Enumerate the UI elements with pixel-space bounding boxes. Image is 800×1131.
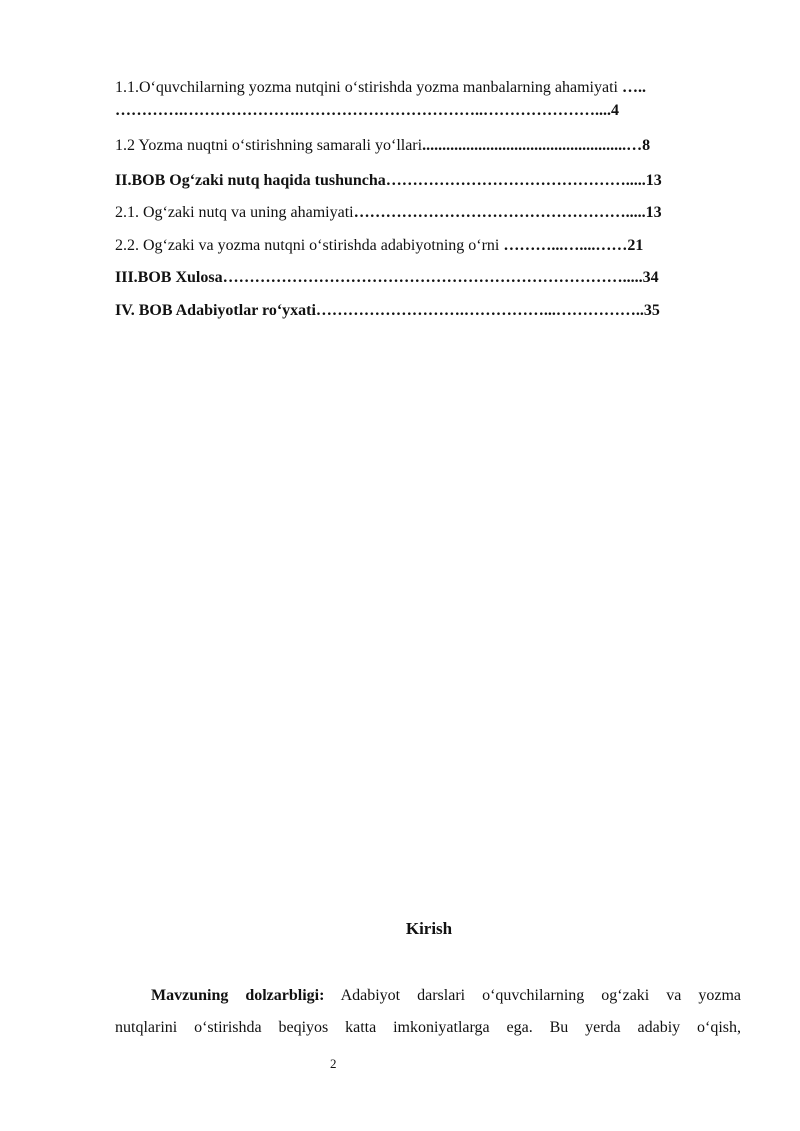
intro-line-1-text: Adabiyot darslari o‘quvchilarning og‘zaki va yozma xyxy=(324,987,742,1004)
toc-item-ii-page: 13 xyxy=(645,172,662,189)
toc-item-1-1-page: 4 xyxy=(611,102,619,119)
toc-item-iv-page: 35 xyxy=(643,302,660,319)
intro-line-2: nutqlarini o‘stirishda beqiyos katta imkoniyatlarga ega. Bu yerda adabiy o‘qish, xyxy=(115,1019,741,1036)
page-number: 2 xyxy=(330,1056,337,1071)
toc-item-2-2-dots: ………...…....…… xyxy=(499,237,628,254)
toc-item-2-1-text: 2.1. Og‘zaki nutq va uning ahamiyati xyxy=(115,204,354,221)
toc-item-1-1-cont-dots: ………….………………….……………………………..………………….... xyxy=(115,102,611,119)
toc-item-1-2 xyxy=(115,136,650,156)
intro-lead: Mavzuning dolzarbligi: xyxy=(151,987,325,1004)
toc-item-1-1-continuation xyxy=(115,101,715,121)
toc-item-1-2-text: 1.2 Yozma nuqtni o‘stirishning samarali yo‘llari xyxy=(115,137,423,154)
toc-item-ii-text: II.BOB Og‘zaki nutq haqida tushuncha xyxy=(115,172,386,189)
toc-item-2-1 xyxy=(115,203,662,223)
toc-item-2-2-page: 21 xyxy=(627,237,644,254)
toc-item-iii-dots: …………………………………………………………………..... xyxy=(222,269,643,286)
toc-item-1-1-text: 1.1.O‘quvchilarning yozma nutqini o‘stirishda yozma manbalarning ahamiyati xyxy=(115,79,618,96)
toc-item-2-2-text: 2.2. Og‘zaki va yozma nutqni o‘stirishda adabiyotning o‘rni xyxy=(115,237,500,254)
toc-item-iii-page: 34 xyxy=(642,269,659,286)
toc-item-2-2 xyxy=(115,236,643,256)
toc-item-1-1-dots: ….. xyxy=(617,79,646,96)
toc-item-1-2-page: 8 xyxy=(642,137,651,154)
section-title: Kirish xyxy=(405,919,453,938)
toc-item-2-1-dots: ……………………………………………..... xyxy=(353,204,646,221)
toc-item-iv-text: IV. BOB Adabiyotlar ro‘yxati xyxy=(115,302,316,319)
toc-item-iv-dots: ……………………….……………...…………….. xyxy=(315,302,644,319)
toc-item-2-1-page: 13 xyxy=(645,204,662,221)
intro-line-1 xyxy=(115,980,741,1012)
toc-item-1-2-dots: ...................................................… xyxy=(422,137,643,154)
toc-item-iii-text: III.BOB Xulosa xyxy=(115,269,223,286)
toc-item-iv xyxy=(115,301,660,321)
toc-item-ii-dots: ………………………………………..... xyxy=(385,172,646,189)
toc-item-iii xyxy=(115,268,659,288)
toc-item-ii xyxy=(115,171,662,191)
intro-paragraph xyxy=(115,980,741,1044)
toc-item-1-1 xyxy=(115,78,755,98)
